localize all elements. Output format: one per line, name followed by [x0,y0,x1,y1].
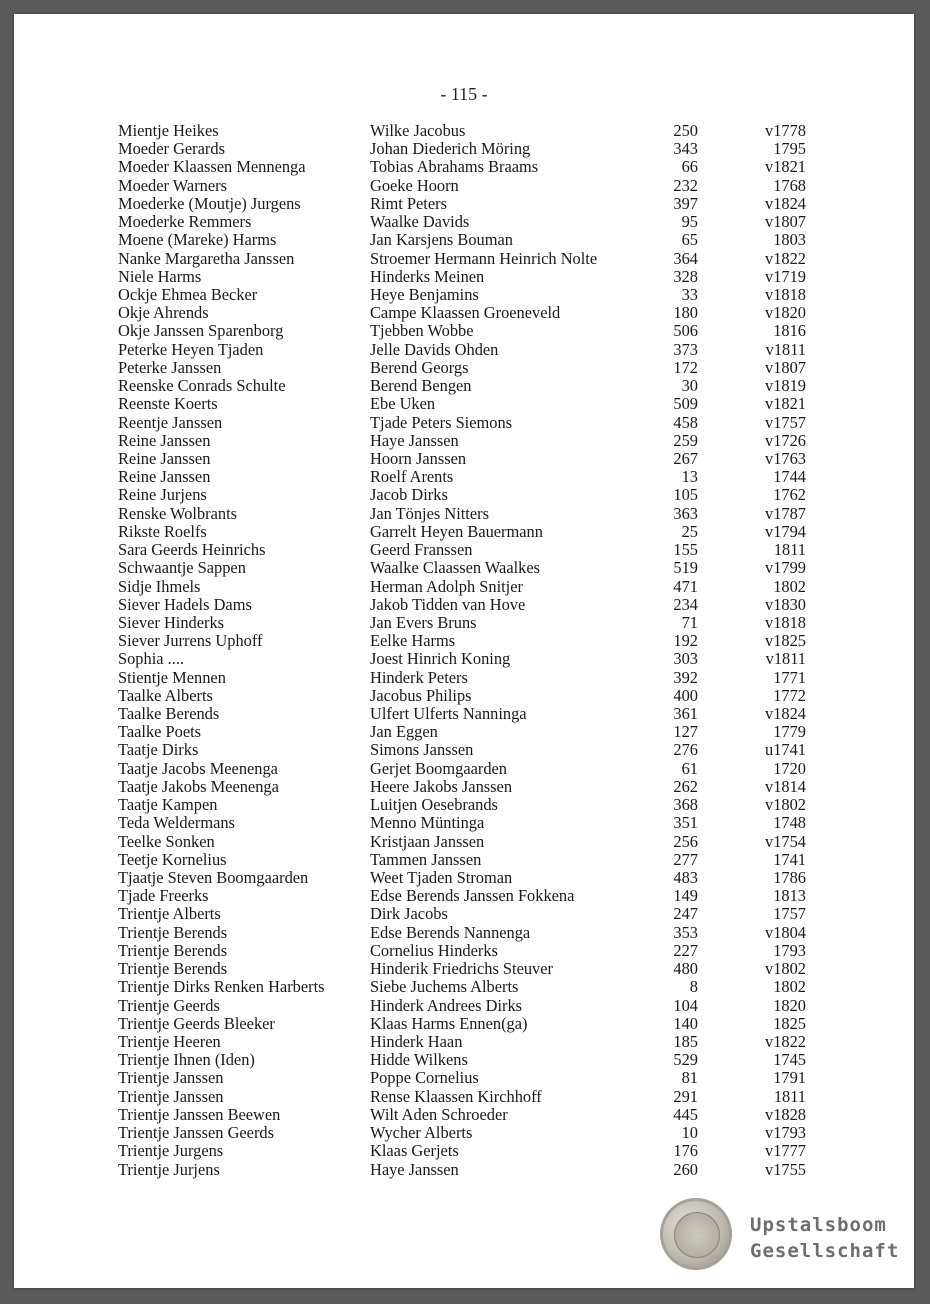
row-spouse: Goeke Hoorn [370,176,459,195]
row-number: 95 [681,212,698,232]
row-spouse: Luitjen Oesebrands [370,796,498,815]
row-year: v1811 [765,649,806,669]
row-number: 140 [673,1013,698,1033]
table-row [14,741,914,759]
row-number: 519 [673,558,698,578]
row-year: v1793 [765,1123,806,1143]
row-name: Taatje Dirks [118,741,199,760]
row-spouse: Klaas Harms Ennen(ga) [370,1014,528,1033]
row-spouse: Edse Berends Janssen Fokkena [370,887,575,906]
row-number: 172 [673,357,698,377]
row-spouse: Wycher Alberts [370,1124,473,1143]
row-spouse: Haye Janssen [370,1160,459,1179]
row-spouse: Weet Tjaden Stroman [370,869,513,888]
row-year: 1744 [773,467,806,487]
row-year: v1755 [765,1159,806,1179]
row-name: Trientje Geerds Bleeker [118,1014,275,1033]
row-name: Moeder Warners [118,176,227,195]
table-row [14,814,914,832]
row-name: Teelke Sonken [118,832,215,851]
table-row [14,924,914,942]
row-spouse: Jacobus Philips [370,686,472,705]
table-row [14,231,914,249]
row-number: 127 [673,722,698,742]
row-year: v1828 [765,1104,806,1124]
row-name: Reine Janssen [118,468,211,487]
row-name: Reentje Janssen [118,413,223,432]
row-spouse: Cornelius Hinderks [370,941,498,960]
row-spouse: Dirk Jacobs [370,905,448,924]
table-row [14,505,914,523]
row-number: 61 [681,758,698,778]
table-row [14,960,914,978]
table-row [14,1051,914,1069]
row-number: 483 [673,868,698,888]
row-number: 303 [673,649,698,669]
row-name: Trientje Alberts [118,905,221,924]
row-spouse: Tobias Abrahams Braams [370,158,539,177]
row-name: Teetje Kornelius [118,850,227,869]
row-number: 471 [673,576,698,596]
table-row [14,377,914,395]
row-year: 1779 [773,722,806,742]
row-name: Tjade Freerks [118,887,209,906]
row-number: 185 [673,1032,698,1051]
row-year: u1741 [765,740,806,760]
row-number: 400 [673,685,698,705]
row-spouse: Jan Evers Bruns [370,613,477,632]
row-name: Taatje Jacobs Meenenga [118,759,278,778]
row-name: Rikste Roelfs [118,522,207,541]
row-number: 234 [673,594,698,614]
row-year: 1825 [773,1013,806,1033]
row-number: 227 [673,940,698,960]
row-number: 328 [673,266,698,286]
row-spouse: Geerd Franssen [370,541,473,560]
row-year: 1793 [773,940,806,960]
row-spouse: Hoorn Janssen [370,449,467,468]
row-name: Schwaantje Sappen [118,559,246,578]
table-row [14,541,914,559]
row-number: 232 [673,175,698,195]
row-number: 506 [673,321,698,341]
row-year: v1799 [765,558,806,578]
row-year: 1786 [773,868,806,888]
table-row [14,650,914,668]
row-year: 1803 [773,230,806,250]
row-spouse: Berend Bengen [370,377,472,396]
row-year: v1818 [765,284,806,304]
row-number: 180 [673,303,698,323]
row-name: Okje Janssen Sparenborg [118,322,284,341]
row-name: Trientje Janssen [118,1087,224,1106]
table-row [14,195,914,213]
row-spouse: Hidde Wilkens [370,1051,468,1070]
row-number: 351 [673,813,698,833]
row-name: Trientje Berends [118,941,228,960]
table-row [14,1069,914,1087]
row-name: Siever Hadels Dams [118,595,252,614]
table-row [14,359,914,377]
table-row [14,268,914,286]
table-row [14,559,914,577]
row-year: 1791 [773,1068,806,1088]
row-number: 250 [673,121,698,140]
row-number: 373 [673,339,698,359]
table-row [14,760,914,778]
row-number: 81 [681,1068,698,1088]
row-number: 33 [681,284,698,304]
table-row [14,1033,914,1051]
row-number: 192 [673,631,698,651]
row-spouse: Wilke Jacobus [370,122,466,140]
row-spouse: Roelf Arents [370,468,454,487]
row-number: 65 [681,230,698,250]
row-number: 392 [673,667,698,687]
row-spouse: Tjade Peters Siemons [370,413,513,432]
row-number: 364 [673,248,698,268]
table-row [14,1015,914,1033]
row-number: 66 [681,157,698,177]
row-name: Peterke Heyen Tjaden [118,340,264,359]
table-row [14,869,914,887]
table-row [14,1161,914,1179]
row-year: v1794 [765,521,806,541]
table-row [14,395,914,413]
row-number: 260 [673,1159,698,1179]
seal-emblem-icon [674,1212,720,1258]
society-seal-logo [660,1198,732,1270]
row-name: Reenske Conrads Schulte [118,377,286,396]
table-row [14,596,914,614]
row-year: 1757 [773,904,806,924]
row-year: 1748 [773,813,806,833]
row-number: 25 [681,521,698,541]
row-spouse: Jelle Davids Ohden [370,340,499,359]
row-year: 1802 [773,977,806,997]
table-row [14,796,914,814]
row-year: 1795 [773,139,806,159]
row-number: 259 [673,430,698,450]
table-row [14,833,914,851]
row-number: 480 [673,959,698,979]
table-row [14,905,914,923]
table-row [14,1142,914,1160]
row-year: v1802 [765,959,806,979]
table-row [14,158,914,176]
row-spouse: Jacob Dirks [370,486,448,505]
row-name: Reenste Koerts [118,395,218,414]
row-spouse: Rense Klaassen Kirchhoff [370,1087,542,1106]
row-spouse: Jakob Tidden van Hove [370,595,526,614]
row-year: 1820 [773,995,806,1015]
row-name: Peterke Janssen [118,358,222,377]
row-number: 529 [673,1050,698,1070]
row-number: 149 [673,886,698,906]
row-name: Moene (Mareke) Harms [118,231,277,250]
row-number: 363 [673,503,698,523]
table-row [14,213,914,231]
row-year: v1807 [765,357,806,377]
row-year: 1811 [773,1086,806,1106]
row-year: v1814 [765,776,806,796]
row-year: v1821 [765,394,806,414]
row-number: 291 [673,1086,698,1106]
row-name: Tjaatje Steven Boomgaarden [118,869,309,888]
row-year: v1726 [765,430,806,450]
table-row [14,723,914,741]
row-name: Moeder Gerards [118,140,225,159]
row-number: 267 [673,448,698,468]
row-name: Nanke Margaretha Janssen [118,249,295,268]
row-spouse: Tjebben Wobbe [370,322,474,341]
row-year: v1778 [765,121,806,140]
row-spouse: Hinderk Andrees Dirks [370,996,523,1015]
row-name: Okje Ahrends [118,304,209,323]
row-year: v1821 [765,157,806,177]
row-year: 1745 [773,1050,806,1070]
table-row [14,1106,914,1124]
table-row [14,250,914,268]
row-name: Trientje Berends [118,960,228,979]
table-row [14,140,914,158]
table-row [14,322,914,340]
row-spouse: Jan Tönjes Nitters [370,504,489,523]
row-number: 13 [681,467,698,487]
row-spouse: Gerjet Boomgaarden [370,759,507,778]
table-row [14,523,914,541]
row-year: v1822 [765,248,806,268]
row-name: Siever Hinderks [118,613,225,632]
row-spouse: Jan Karsjens Bouman [370,231,513,250]
row-name: Mientje Heikes [118,122,219,140]
row-name: Trientje Ihnen (Iden) [118,1051,255,1070]
row-number: 104 [673,995,698,1015]
row-spouse: Garrelt Heyen Bauermann [370,522,543,541]
table-row [14,286,914,304]
row-year: v1820 [765,303,806,323]
table-row [14,304,914,322]
row-year: 1813 [773,886,806,906]
row-name: Trientje Berends [118,923,228,942]
table-row [14,632,914,650]
row-spouse: Hinderk Haan [370,1033,463,1051]
row-number: 8 [689,977,698,997]
row-year: v1811 [765,339,806,359]
row-year: v1804 [765,922,806,942]
row-spouse: Waalke Davids [370,213,470,232]
row-number: 368 [673,795,698,815]
row-number: 509 [673,394,698,414]
society-name [750,1212,910,1264]
row-number: 445 [673,1104,698,1124]
row-year: 1802 [773,576,806,596]
row-year: 1771 [773,667,806,687]
row-spouse: Hinderks Meinen [370,267,485,286]
row-spouse: Wilt Aden Schroeder [370,1105,508,1124]
row-name: Trientje Jurgens [118,1142,224,1161]
row-spouse: Waalke Claassen Waalkes [370,559,541,578]
row-spouse: Ulfert Ulferts Nanninga [370,705,527,724]
row-year: v1830 [765,594,806,614]
table-row [14,450,914,468]
row-number: 105 [673,485,698,505]
table-row [14,942,914,960]
row-number: 176 [673,1141,698,1161]
society-name-line-1: Upstalsboom [750,1214,887,1236]
row-year: v1824 [765,704,806,724]
page-number: - 115 - [440,84,488,104]
row-year: 1811 [773,540,806,560]
table-row [14,1088,914,1106]
row-name: Trientje Jurjens [118,1160,220,1179]
row-spouse: Simons Janssen [370,741,474,760]
row-year: 1741 [773,849,806,869]
table-row [14,468,914,486]
row-year: 1762 [773,485,806,505]
row-year: v1824 [765,193,806,213]
table-row [14,432,914,450]
row-spouse: Klaas Gerjets [370,1142,459,1161]
row-name: Trientje Janssen [118,1069,224,1088]
row-spouse: Berend Georgs [370,358,469,377]
row-spouse: Hinderik Friedrichs Steuver [370,960,553,979]
row-spouse: Herman Adolph Snitjer [370,577,523,596]
row-spouse: Poppe Cornelius [370,1069,479,1088]
table-row [14,669,914,687]
row-spouse: Jan Eggen [370,723,438,742]
table-row [14,851,914,869]
row-number: 353 [673,922,698,942]
row-name: Trientje Heeren [118,1033,221,1051]
row-year: v1802 [765,795,806,815]
row-name: Ockje Ehmea Becker [118,285,258,304]
row-name: Taatje Jakobs Meenenga [118,777,279,796]
table-row [14,1124,914,1142]
row-name: Taalke Alberts [118,686,213,705]
row-number: 276 [673,740,698,760]
table-row [14,177,914,195]
row-year: v1787 [765,503,806,523]
row-name: Stientje Mennen [118,668,226,687]
row-spouse: Edse Berends Nannenga [370,923,531,942]
row-name: Niele Harms [118,267,202,286]
row-number: 397 [673,193,698,213]
row-spouse: Campe Klaassen Groeneveld [370,304,561,323]
row-spouse: Heye Benjamins [370,285,479,304]
row-name: Taalke Berends [118,705,220,724]
row-spouse: Kristjaan Janssen [370,832,485,851]
row-year: v1757 [765,412,806,432]
row-name: Trientje Janssen Beewen [118,1105,281,1124]
row-number: 458 [673,412,698,432]
row-name: Reine Janssen [118,431,211,450]
row-name: Renske Wolbrants [118,504,238,523]
row-year: 1768 [773,175,806,195]
table-row [14,687,914,705]
row-name: Sophia .... [118,650,185,669]
row-spouse: Heere Jakobs Janssen [370,777,513,796]
row-name: Siever Jurrens Uphoff [118,632,263,651]
table-row [14,486,914,504]
table-row [14,978,914,996]
row-number: 247 [673,904,698,924]
row-year: 1816 [773,321,806,341]
row-name: Trientje Geerds [118,996,220,1015]
row-number: 343 [673,139,698,159]
row-spouse: Tammen Janssen [370,850,482,869]
table-row [14,705,914,723]
row-year: v1819 [765,376,806,396]
row-number: 30 [681,376,698,396]
row-name: Moederke (Moutje) Jurgens [118,194,301,213]
row-name: Sara Geerds Heinrichs [118,541,266,560]
row-year: v1754 [765,831,806,851]
row-year: v1763 [765,448,806,468]
row-spouse: Rimt Peters [370,194,447,213]
row-name: Reine Janssen [118,449,211,468]
document-page [14,14,914,1288]
row-spouse: Siebe Juchems Alberts [370,978,519,997]
row-year: v1818 [765,612,806,632]
row-name: Taalke Poets [118,723,202,742]
row-number: 71 [681,612,698,632]
row-year: 1772 [773,685,806,705]
society-name-line-2: Gesellschaft [750,1240,900,1262]
row-number: 10 [681,1123,698,1143]
row-name: Moederke Remmers [118,213,252,232]
table-row [14,341,914,359]
row-number: 262 [673,776,698,796]
row-number: 155 [673,540,698,560]
table-row [14,997,914,1015]
row-year: 1720 [773,758,806,778]
row-number: 277 [673,849,698,869]
row-year: v1807 [765,212,806,232]
row-year: v1825 [765,631,806,651]
row-year: v1719 [765,266,806,286]
row-spouse: Hinderk Peters [370,668,468,687]
row-spouse: Ebe Uken [370,395,436,414]
row-spouse: Johan Diederich Möring [370,140,531,159]
row-spouse: Eelke Harms [370,632,456,651]
row-name: Trientje Dirks Renken Harberts [118,978,325,997]
row-year: v1777 [765,1141,806,1161]
row-year: v1822 [765,1032,806,1051]
table-row [14,414,914,432]
table-row [14,122,914,140]
table-row [14,887,914,905]
row-name: Teda Weldermans [118,814,235,833]
row-spouse: Menno Müntinga [370,814,485,833]
row-number: 361 [673,704,698,724]
row-number: 256 [673,831,698,851]
row-spouse: Stroemer Hermann Heinrich Nolte [370,249,598,268]
table-row [14,778,914,796]
row-spouse: Haye Janssen [370,431,459,450]
table-row [14,614,914,632]
row-name: Taatje Kampen [118,796,218,815]
row-spouse: Joest Hinrich Koning [370,650,511,669]
table-row [14,578,914,596]
row-name: Reine Jurjens [118,486,207,505]
row-name: Trientje Janssen Geerds [118,1124,274,1143]
row-name: Moeder Klaassen Mennenga [118,158,306,177]
row-name: Sidje Ihmels [118,577,201,596]
